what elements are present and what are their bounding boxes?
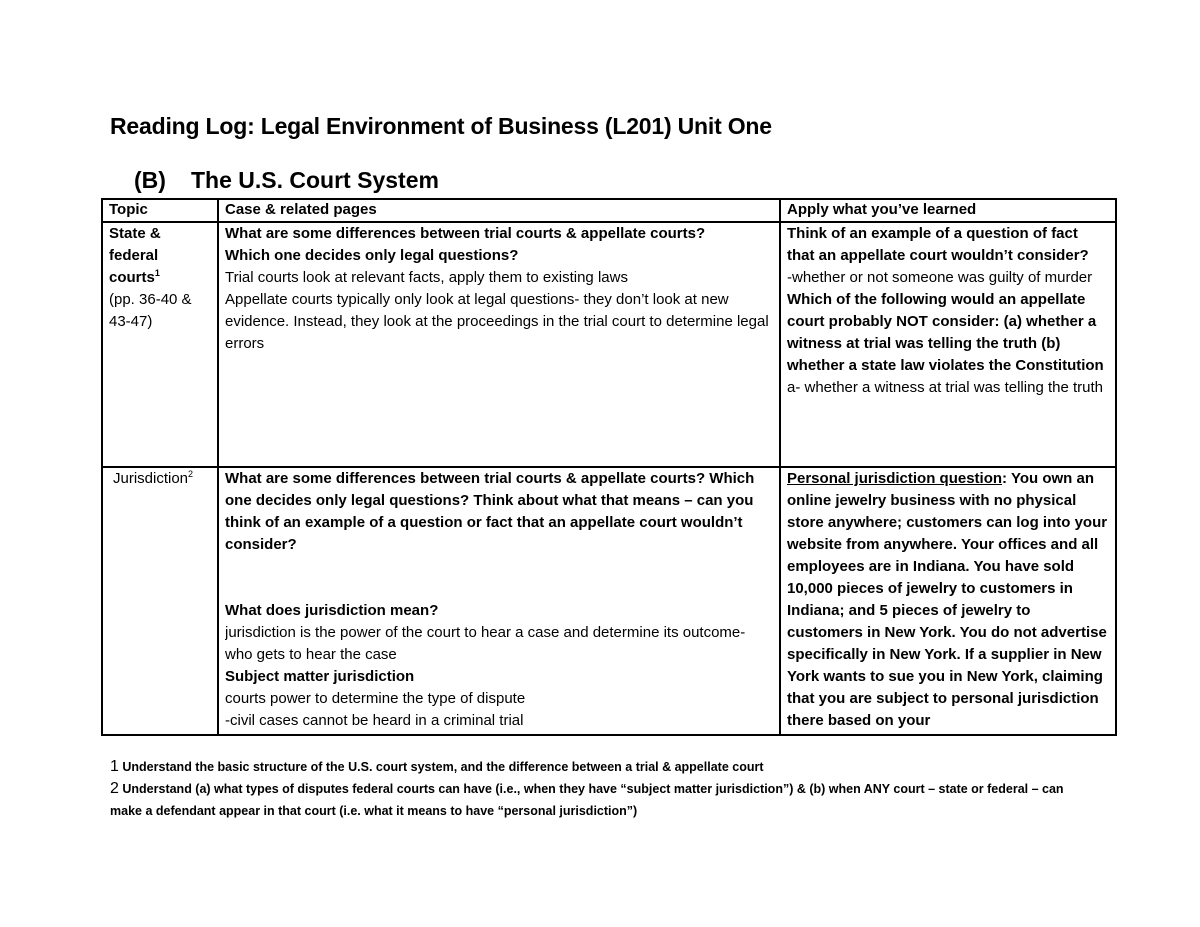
header-case: Case & related pages [218, 199, 780, 222]
footnote-number: 2 [110, 780, 119, 797]
page-title: Reading Log: Legal Environment of Business (L201) Unit One [110, 113, 772, 139]
topic-cell-courts [102, 222, 218, 467]
case-question: Which one decides only legal questions? [225, 247, 519, 264]
case-answer: jurisdiction is the power of the court to hear a case and determine its outcome- who gets to hear the case [225, 624, 746, 663]
case-cell-jurisdiction [218, 467, 780, 735]
section-title: The U.S. Court System [191, 167, 439, 193]
header-apply: Apply what you’ve learned [780, 199, 1116, 222]
case-answer: Appellate courts typically only look at legal questions- they don’t look at new evidence. Instead, they look at the proceedings in the trial court to determine legal errors [225, 291, 769, 352]
topic-line: federal [109, 247, 159, 264]
section-number: (B) [134, 167, 166, 193]
footnote-2 [110, 778, 1090, 822]
case-question: What does jurisdiction mean? [225, 602, 439, 619]
apply-question: : You own an online jewelry business with no physical store anywhere; customers can log into your website from anywhere. Your offices and all employees are in Indiana. You have sold 10,000 pieces of jewelry to customers in Indiana; and 5 pieces of jewelry to customers in New York. You do not advertise specifically in New York. If a supplier in New York wants to sue you in New York, claiming that you are subject to personal jurisdiction there based on your [787, 470, 1108, 729]
header-topic: Topic [102, 199, 218, 222]
case-subheading: Subject matter jurisdiction [225, 668, 415, 685]
spacer [225, 556, 773, 600]
footnote-number: 1 [110, 758, 119, 775]
footnote-text: Understand (a) what types of disputes federal courts can have (i.e., when they have “subject matter jurisdiction”) & (b) when ANY court – state or federal – can make a defendant appear in that court (i.e. what it means to have “personal jurisdiction”) [110, 782, 1064, 818]
topic-cell-jurisdiction [102, 467, 218, 735]
table-header-row [102, 199, 1116, 222]
section-heading [134, 167, 439, 194]
apply-answer: -whether or not someone was guilty of murder [787, 269, 1093, 286]
footnote-ref: 2 [188, 469, 194, 479]
apply-cell-courts [780, 222, 1116, 467]
apply-answer: a- whether a witness at trial was telling the truth [787, 379, 1103, 396]
footnotes [110, 756, 1090, 822]
case-answer: Trial courts look at relevant facts, apply them to existing laws [225, 269, 628, 286]
case-question: What are some differences between trial courts & appellate courts? Which one decides only legal questions? Think about what that means – can you think of an example of a question or fact that an appellate court wouldn’t consider? [225, 470, 755, 553]
topic-pages: (pp. 36-40 & [109, 291, 192, 308]
apply-label: Personal jurisdiction question [787, 470, 1003, 487]
footnote-1 [110, 756, 1090, 778]
table-row [102, 467, 1116, 735]
case-answer: courts power to determine the type of dispute [225, 690, 526, 707]
topic-pages: 43-47) [109, 313, 153, 330]
apply-question: Think of an example of a question of fact that an appellate court wouldn’t consider? [787, 225, 1089, 264]
topic-line: Jurisdiction [113, 470, 189, 487]
apply-question: Which of the following would an appellate court probably NOT consider: (a) whether a witness at trial was telling the truth (b) whether a state law violates the Constitution [787, 291, 1104, 374]
topic-line: State & [109, 225, 161, 242]
case-cell-courts [218, 222, 780, 467]
case-question: What are some differences between trial courts & appellate courts? [225, 225, 706, 242]
topic-line: courts [109, 269, 155, 286]
reading-log-table [101, 198, 1117, 736]
footnote-text: Understand the basic structure of the U.S. court system, and the difference between a trial & appellate court [118, 760, 764, 774]
footnote-ref: 1 [154, 268, 160, 278]
apply-cell-jurisdiction [780, 467, 1116, 735]
table-row [102, 222, 1116, 467]
case-answer: -civil cases cannot be heard in a criminal trial [225, 712, 524, 729]
